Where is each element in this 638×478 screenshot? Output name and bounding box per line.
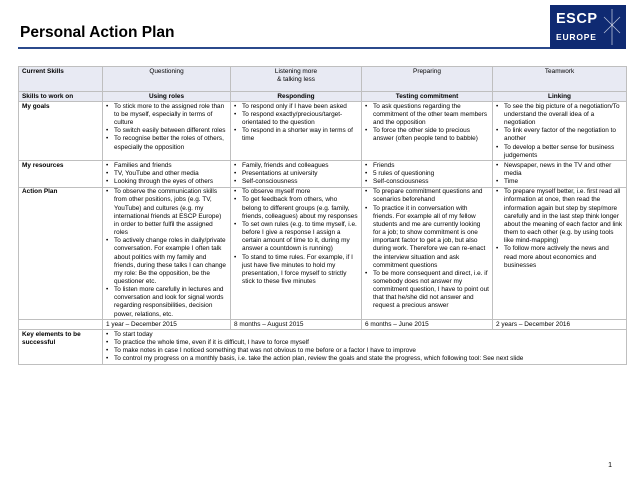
skill-questioning: Questioning xyxy=(103,67,231,92)
bullet-cell xyxy=(493,102,627,161)
bullet-cell xyxy=(362,187,493,319)
skill-listening-text: Listening more & talking less xyxy=(274,67,318,83)
bullet-item: • Presentations at university xyxy=(234,170,358,178)
row-label: My goals xyxy=(19,102,103,161)
bullet-item: • 5 rules of questioning xyxy=(365,170,489,178)
skill-teamwork: Teamwork xyxy=(493,67,627,92)
bullet-cell xyxy=(231,187,362,319)
bullet-item: • To start today xyxy=(106,331,623,339)
bullet-item: • To develop a better sense for business judgements xyxy=(496,144,623,160)
bullet-item: • Newspaper, news in the TV and other media xyxy=(496,162,623,178)
bullet-item: • Family, friends and colleagues xyxy=(234,162,358,170)
bullet-item: • Time xyxy=(496,178,623,186)
bullet-item: • To respond in a shorter way in terms of time xyxy=(234,127,358,143)
timeline-responding: 8 months – August 2015 xyxy=(231,320,362,330)
bullet-item: • To practice it in conversation with friends. For example all of my fellow students and me are currently looking for a job; to show commitment is one important factor to get a job, but also during work. Therefore we can re-enact the interview situation and ask commitment questions xyxy=(365,205,489,270)
bullet-item: • TV, YouTube and other media xyxy=(106,170,227,178)
bullet-item: • To observe the communication skills from other positions, jobs (e.g. TV, YouTube) and cultures (e.g. my international friends at ESCP Europe) in order to better fulfil the assigned roles xyxy=(106,188,227,237)
key-elements-row xyxy=(19,330,627,365)
bullet-item: • To follow more actively the news and read more about economics and businesses xyxy=(496,245,623,269)
bullet-list xyxy=(234,188,358,286)
bullet-item: • To be more consequent and direct, i.e. if somebody does not answer my commitment question, I have to point out that that he/she did not answer and request a precious answer xyxy=(365,270,489,311)
my-resources-row xyxy=(19,161,627,187)
bullet-item: • Self-consciousness xyxy=(365,178,489,186)
timeline-label-empty xyxy=(19,320,103,330)
bullet-cell xyxy=(103,102,231,161)
timeline-using-roles: 1 year – December 2015 xyxy=(103,320,231,330)
current-skills-row xyxy=(19,67,627,92)
bullet-item: • To stick more to the assigned role than to be myself, especially in terms of culture xyxy=(106,103,227,127)
action-plan-row xyxy=(19,187,627,319)
bullet-item: • Families and friends xyxy=(106,162,227,170)
bullet-list xyxy=(106,188,227,319)
bullet-item: • To prepare myself better, i.e. first read all information at once, then read the information again but step by step/more carefully and in the last step think longer about the meaning of each factor and link them to each other (e.g. by using tools like mind-mapping) xyxy=(496,188,623,245)
bullet-list xyxy=(496,188,623,270)
action-plan-table xyxy=(18,66,627,365)
bullet-item: • To stand to time rules. For example, if I just have five minutes to hold my presentation, I force myself to strictly stick to these five minutes xyxy=(234,254,358,287)
bullet-item: • To control my progress on a monthly basis, i.e. take the action plan, review the goals and state the progress, which following tool: See next slide xyxy=(106,355,623,363)
bullet-item: • To respond only if I have been asked xyxy=(234,103,358,111)
bullet-list xyxy=(365,103,489,144)
escp-europe-logo xyxy=(550,5,626,49)
skill-listening xyxy=(231,67,362,92)
timeline-testing-commitment: 6 months – June 2015 xyxy=(362,320,493,330)
key-elements-label: Key elements to be successful xyxy=(19,330,103,365)
current-skills-label: Current Skills xyxy=(19,67,103,92)
bullet-cell xyxy=(231,161,362,187)
bullet-cell xyxy=(231,102,362,161)
logo-line-1: ESCP xyxy=(556,11,598,27)
row-label: Action Plan xyxy=(19,187,103,319)
bullet-item: • To actively change roles in daily/private conversation. For example I often talk about politics with my family and friends, during these talks I can change my role: Be the opposition, be the questioner etc. xyxy=(106,237,227,286)
key-elements-cell xyxy=(103,330,627,365)
bullet-item: • To practice the whole time, even if it is difficult, I have to force myself xyxy=(106,339,623,347)
page-title: Personal Action Plan xyxy=(20,24,175,41)
my-goals-row xyxy=(19,102,627,161)
row-label: My resources xyxy=(19,161,103,187)
bullet-item: • To set own rules (e.g. to time myself, i.e. before I give a response I assign a certain amount of time to it, during my answer a countdown is running) xyxy=(234,221,358,254)
bullet-item: • To listen more carefully in lectures and conversation and look for signal words regarding responsibilities, decision power, relations, etc. xyxy=(106,286,227,319)
work-on-responding: Responding xyxy=(231,92,362,102)
bullet-list xyxy=(365,162,489,186)
bullet-item: • Looking through the eyes of others xyxy=(106,178,227,186)
bullet-list xyxy=(234,103,358,144)
bullet-list xyxy=(496,103,623,160)
bullet-item: • To get feedback from others, who belong to different groups (e.g. family, friends, colleagues) about my responses xyxy=(234,196,358,220)
work-on-using-roles: Using roles xyxy=(103,92,231,102)
bullet-item: • To observe myself more xyxy=(234,188,358,196)
bullet-item: • To see the big picture of a negotiation/To understand the overall idea of a negotiation xyxy=(496,103,623,127)
bullet-item: • To switch easily between different roles xyxy=(106,127,227,135)
bullet-item: • To respond exactly/precious/target-orientated to the question xyxy=(234,111,358,127)
bullet-item: • Self-consciousness xyxy=(234,178,358,186)
bullet-item: • To force the other side to precious answer (often people tend to babble) xyxy=(365,127,489,143)
bullet-list xyxy=(365,188,489,310)
logo-star-icon xyxy=(603,9,621,45)
bullet-cell xyxy=(362,161,493,187)
page-number: 1 xyxy=(608,462,612,469)
work-on-testing-commitment: Testing commitment xyxy=(362,92,493,102)
bullet-item: • To prepare commitment questions and scenarios beforehand xyxy=(365,188,489,204)
work-on-linking: Linking xyxy=(493,92,627,102)
bullet-cell xyxy=(103,161,231,187)
bullet-cell xyxy=(493,187,627,319)
bullet-cell xyxy=(493,161,627,187)
timeline-row xyxy=(19,320,627,330)
skill-preparing: Preparing xyxy=(362,67,493,92)
bullet-item: • To make notes in case I noticed something that was not obvious to me before or a factor I have to improve xyxy=(106,347,623,355)
bullet-item: • To ask questions regarding the commitment of the other team members and the opposition xyxy=(365,103,489,127)
bullet-cell xyxy=(362,102,493,161)
bullet-list xyxy=(106,103,227,152)
bullet-cell xyxy=(103,187,231,319)
skills-to-work-on-row xyxy=(19,92,627,102)
bullet-list xyxy=(496,162,623,186)
bullet-list xyxy=(106,162,227,186)
timeline-linking: 2 years – December 2016 xyxy=(493,320,627,330)
title-divider xyxy=(18,47,626,49)
bullet-item: • To link every factor of the negotiation to another xyxy=(496,127,623,143)
bullet-item: • To recognise better the roles of others, especially the opposition xyxy=(106,135,227,151)
bullet-item: • Friends xyxy=(365,162,489,170)
bullet-list xyxy=(234,162,358,186)
logo-line-2: EUROPE xyxy=(556,32,597,42)
skills-to-work-on-label: Skills to work on xyxy=(19,92,103,102)
key-elements-list xyxy=(106,331,623,364)
